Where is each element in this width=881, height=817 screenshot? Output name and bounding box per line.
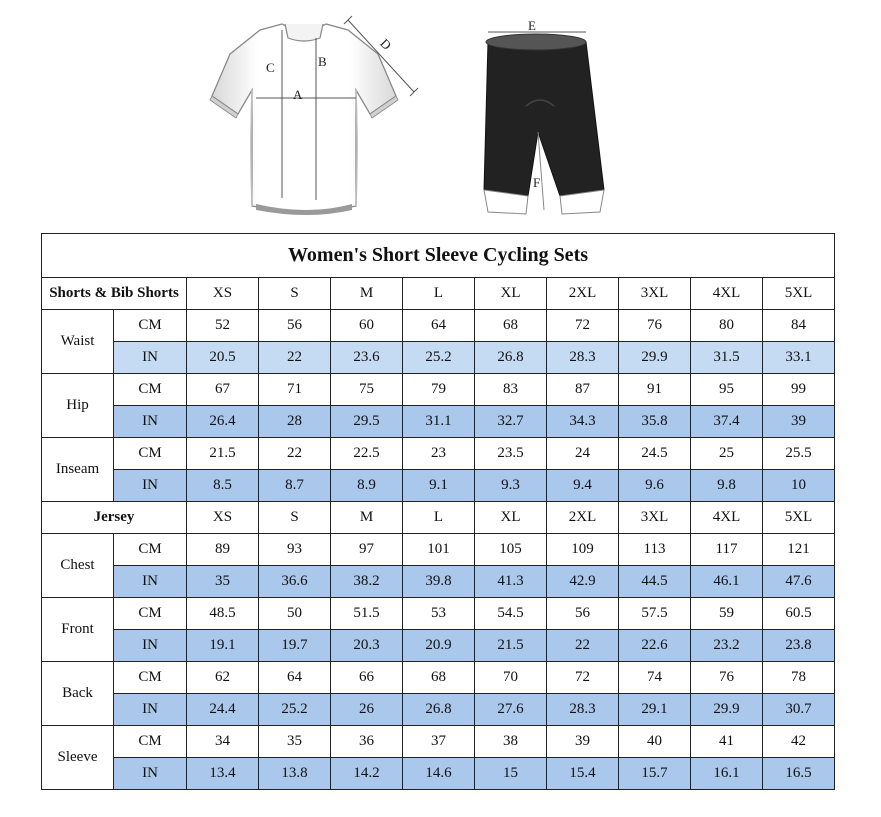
in-value: 37.4 [691, 406, 763, 438]
cm-value: 64 [403, 310, 475, 342]
cm-value: 64 [259, 662, 331, 694]
measurement-label: Inseam [42, 438, 114, 502]
size-header: XS [187, 502, 259, 534]
cm-value: 36 [331, 726, 403, 758]
in-value: 26.8 [475, 342, 547, 374]
in-value: 10 [763, 470, 835, 502]
in-value: 41.3 [475, 566, 547, 598]
shorts-label-e: E [528, 18, 536, 33]
in-value: 9.3 [475, 470, 547, 502]
in-value: 16.1 [691, 758, 763, 790]
in-value: 29.1 [619, 694, 691, 726]
cm-value: 60.5 [763, 598, 835, 630]
cm-value: 62 [187, 662, 259, 694]
unit-in: IN [114, 470, 187, 502]
size-header: L [403, 502, 475, 534]
cm-value: 121 [763, 534, 835, 566]
in-value: 32.7 [475, 406, 547, 438]
table-row [42, 374, 835, 406]
unit-in: IN [114, 566, 187, 598]
cm-value: 22 [259, 438, 331, 470]
in-value: 24.4 [187, 694, 259, 726]
jersey-label-b: B [318, 54, 327, 69]
cm-value: 25 [691, 438, 763, 470]
in-value: 14.2 [331, 758, 403, 790]
in-value: 9.6 [619, 470, 691, 502]
cm-value: 67 [187, 374, 259, 406]
size-header: S [259, 278, 331, 310]
table-row [42, 470, 835, 502]
garment-illustrations [0, 0, 881, 230]
cm-value: 75 [331, 374, 403, 406]
in-value: 23.2 [691, 630, 763, 662]
in-value: 27.6 [475, 694, 547, 726]
unit-cm: CM [114, 534, 187, 566]
in-value: 47.6 [763, 566, 835, 598]
table-row [42, 342, 835, 374]
in-value: 15.7 [619, 758, 691, 790]
in-value: 22 [259, 342, 331, 374]
cm-value: 23 [403, 438, 475, 470]
cm-value: 41 [691, 726, 763, 758]
cm-value: 22.5 [331, 438, 403, 470]
size-header: 5XL [763, 502, 835, 534]
cm-value: 59 [691, 598, 763, 630]
in-value: 38.2 [331, 566, 403, 598]
measurement-label: Chest [42, 534, 114, 598]
in-value: 16.5 [763, 758, 835, 790]
in-value: 8.7 [259, 470, 331, 502]
in-value: 20.5 [187, 342, 259, 374]
in-value: 29.5 [331, 406, 403, 438]
section-header-row [42, 278, 835, 310]
size-header: 2XL [547, 278, 619, 310]
cm-value: 109 [547, 534, 619, 566]
in-value: 20.9 [403, 630, 475, 662]
cm-value: 74 [619, 662, 691, 694]
in-value: 35 [187, 566, 259, 598]
in-value: 31.1 [403, 406, 475, 438]
in-value: 8.9 [331, 470, 403, 502]
unit-cm: CM [114, 374, 187, 406]
in-value: 8.5 [187, 470, 259, 502]
section-header: Jersey [42, 502, 187, 534]
size-header: M [331, 278, 403, 310]
size-header: 5XL [763, 278, 835, 310]
unit-in: IN [114, 406, 187, 438]
in-value: 39.8 [403, 566, 475, 598]
table-row [42, 662, 835, 694]
cm-value: 89 [187, 534, 259, 566]
cm-value: 57.5 [619, 598, 691, 630]
in-value: 26 [331, 694, 403, 726]
unit-in: IN [114, 758, 187, 790]
cm-value: 25.5 [763, 438, 835, 470]
size-header: 3XL [619, 278, 691, 310]
cm-value: 87 [547, 374, 619, 406]
cm-value: 93 [259, 534, 331, 566]
table-row [42, 694, 835, 726]
table-row [42, 630, 835, 662]
section-header-row [42, 502, 835, 534]
cm-value: 68 [475, 310, 547, 342]
in-value: 31.5 [691, 342, 763, 374]
cm-value: 117 [691, 534, 763, 566]
in-value: 13.4 [187, 758, 259, 790]
size-header: XL [475, 278, 547, 310]
unit-cm: CM [114, 598, 187, 630]
table-row [42, 406, 835, 438]
in-value: 21.5 [475, 630, 547, 662]
in-value: 28 [259, 406, 331, 438]
cm-value: 40 [619, 726, 691, 758]
cm-value: 76 [691, 662, 763, 694]
in-value: 22.6 [619, 630, 691, 662]
unit-cm: CM [114, 438, 187, 470]
cm-value: 72 [547, 310, 619, 342]
cm-value: 24.5 [619, 438, 691, 470]
size-chart-table [41, 233, 835, 790]
cm-value: 54.5 [475, 598, 547, 630]
cm-value: 78 [763, 662, 835, 694]
cm-value: 99 [763, 374, 835, 406]
cm-value: 95 [691, 374, 763, 406]
cm-value: 35 [259, 726, 331, 758]
shorts-label-f: F [533, 175, 541, 190]
jersey-label-a: A [293, 87, 303, 102]
size-header: 4XL [691, 502, 763, 534]
jersey-label-d: D [377, 35, 395, 53]
jersey-diagram [200, 10, 440, 222]
cm-value: 101 [403, 534, 475, 566]
in-value: 20.3 [331, 630, 403, 662]
cm-value: 21.5 [187, 438, 259, 470]
unit-cm: CM [114, 662, 187, 694]
cm-value: 71 [259, 374, 331, 406]
cm-value: 37 [403, 726, 475, 758]
in-value: 26.8 [403, 694, 475, 726]
cm-value: 56 [547, 598, 619, 630]
table-row [42, 598, 835, 630]
in-value: 23.6 [331, 342, 403, 374]
cm-value: 42 [763, 726, 835, 758]
in-value: 23.8 [763, 630, 835, 662]
measurement-label: Waist [42, 310, 114, 374]
in-value: 28.3 [547, 342, 619, 374]
cm-value: 97 [331, 534, 403, 566]
measurement-label: Hip [42, 374, 114, 438]
cm-value: 51.5 [331, 598, 403, 630]
size-header: 2XL [547, 502, 619, 534]
in-value: 9.4 [547, 470, 619, 502]
cm-value: 38 [475, 726, 547, 758]
table-title: Women's Short Sleeve Cycling Sets [42, 234, 835, 278]
cm-value: 39 [547, 726, 619, 758]
cm-value: 53 [403, 598, 475, 630]
size-header: 3XL [619, 502, 691, 534]
table-row [42, 726, 835, 758]
in-value: 15.4 [547, 758, 619, 790]
in-value: 46.1 [691, 566, 763, 598]
in-value: 9.1 [403, 470, 475, 502]
cm-value: 56 [259, 310, 331, 342]
in-value: 33.1 [763, 342, 835, 374]
size-header: S [259, 502, 331, 534]
in-value: 28.3 [547, 694, 619, 726]
in-value: 36.6 [259, 566, 331, 598]
in-value: 29.9 [691, 694, 763, 726]
size-header: 4XL [691, 278, 763, 310]
in-value: 22 [547, 630, 619, 662]
in-value: 14.6 [403, 758, 475, 790]
in-value: 39 [763, 406, 835, 438]
in-value: 34.3 [547, 406, 619, 438]
cm-value: 83 [475, 374, 547, 406]
unit-in: IN [114, 342, 187, 374]
unit-cm: CM [114, 726, 187, 758]
in-value: 30.7 [763, 694, 835, 726]
measurement-label: Back [42, 662, 114, 726]
unit-in: IN [114, 694, 187, 726]
in-value: 44.5 [619, 566, 691, 598]
section-header: Shorts & Bib Shorts [42, 278, 187, 310]
cm-value: 91 [619, 374, 691, 406]
in-value: 26.4 [187, 406, 259, 438]
cm-value: 66 [331, 662, 403, 694]
cm-value: 84 [763, 310, 835, 342]
table-row [42, 310, 835, 342]
measurement-label: Sleeve [42, 726, 114, 790]
in-value: 19.7 [259, 630, 331, 662]
cm-value: 34 [187, 726, 259, 758]
in-value: 25.2 [403, 342, 475, 374]
in-value: 9.8 [691, 470, 763, 502]
table-row [42, 566, 835, 598]
in-value: 25.2 [259, 694, 331, 726]
cm-value: 68 [403, 662, 475, 694]
cm-value: 105 [475, 534, 547, 566]
jersey-label-c: C [266, 60, 275, 75]
cm-value: 72 [547, 662, 619, 694]
cm-value: 23.5 [475, 438, 547, 470]
table-row [42, 438, 835, 470]
table-row [42, 534, 835, 566]
in-value: 13.8 [259, 758, 331, 790]
in-value: 15 [475, 758, 547, 790]
size-header: L [403, 278, 475, 310]
in-value: 35.8 [619, 406, 691, 438]
table-row [42, 758, 835, 790]
cm-value: 113 [619, 534, 691, 566]
unit-in: IN [114, 630, 187, 662]
size-header: XL [475, 502, 547, 534]
cm-value: 70 [475, 662, 547, 694]
cm-value: 79 [403, 374, 475, 406]
in-value: 29.9 [619, 342, 691, 374]
in-value: 42.9 [547, 566, 619, 598]
cm-value: 76 [619, 310, 691, 342]
shorts-diagram [470, 14, 610, 220]
cm-value: 60 [331, 310, 403, 342]
cm-value: 52 [187, 310, 259, 342]
cm-value: 50 [259, 598, 331, 630]
in-value: 19.1 [187, 630, 259, 662]
size-header: M [331, 502, 403, 534]
unit-cm: CM [114, 310, 187, 342]
cm-value: 24 [547, 438, 619, 470]
size-header: XS [187, 278, 259, 310]
cm-value: 80 [691, 310, 763, 342]
measurement-label: Front [42, 598, 114, 662]
cm-value: 48.5 [187, 598, 259, 630]
